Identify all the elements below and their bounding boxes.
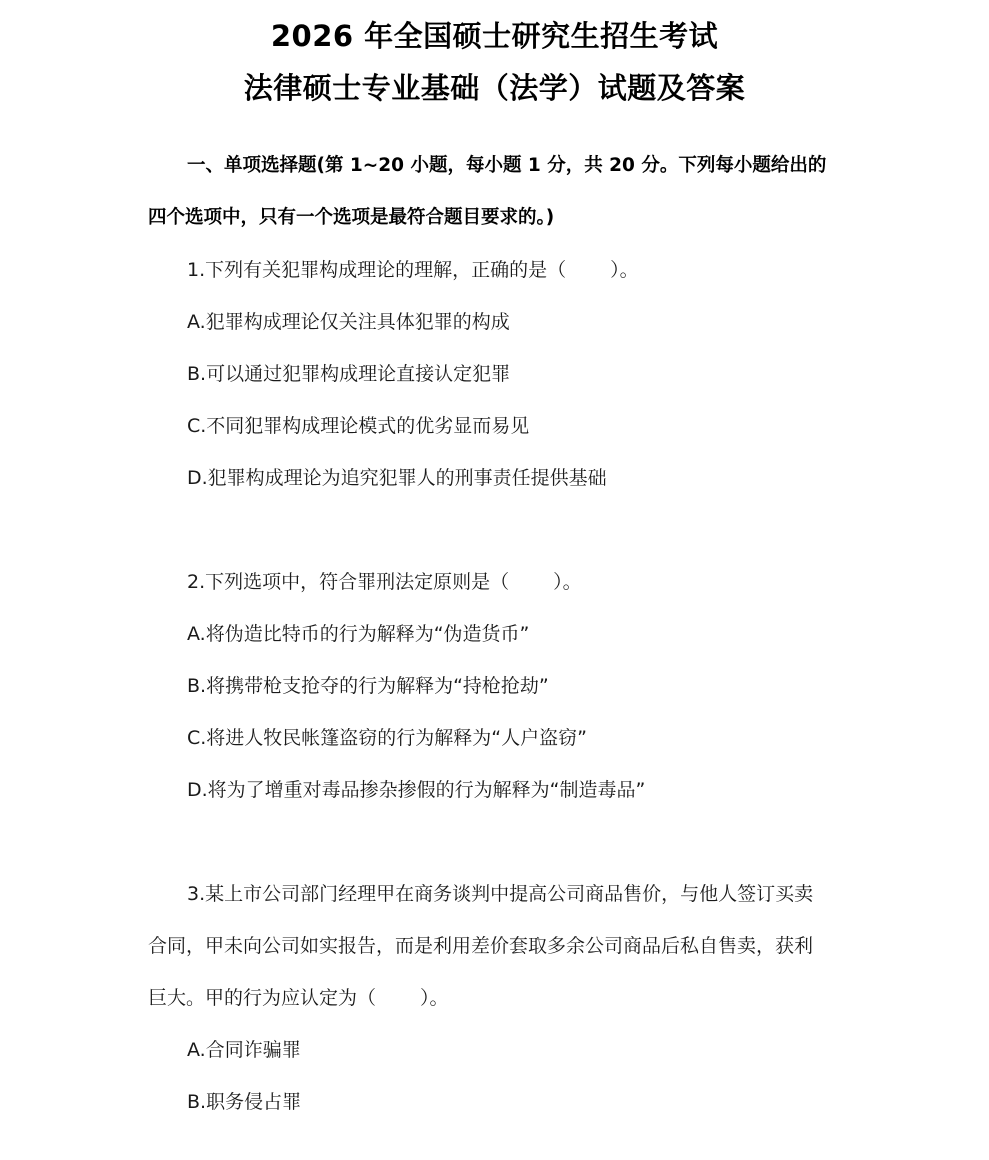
- document-title-line-2: 法律硕士专业基础（法学）试题及答案: [243, 71, 746, 105]
- section-heading-line-1: 一、单项选择题(第 1~20 小题，每小题 1 分，共 20 分。下列每小题给出的: [187, 155, 827, 176]
- question-1-stem-text: 1.下列有关犯罪构成理论的理解，正确的是（: [187, 259, 567, 281]
- question-2-option-a: A.将伪造比特币的行为解释为“伪造货币”: [187, 623, 530, 645]
- document-title-line-1: 2026 年全国硕士研究生招生考试: [270, 19, 719, 53]
- question-3-stem-line-2: 合同，甲未向公司如实报告，而是利用差价套取多余公司商品后私自售卖，获利: [148, 935, 814, 957]
- question-1-option-d: D.犯罪构成理论为追究犯罪人的刑事责任提供基础: [187, 467, 607, 489]
- question-2-stem-text: 2.下列选项中，符合罪刑法定原则是（: [187, 571, 510, 593]
- question-3-stem-line-3: [148, 986, 449, 1010]
- question-2-option-b: B.将携带枪支抢夺的行为解释为“持枪抢劫”: [187, 675, 549, 697]
- question-2-stem: [187, 570, 582, 594]
- question-1-stem-close: ）。: [610, 259, 639, 281]
- question-2-option-c: C.将进人牧民帐篷盗窃的行为解释为“人户盗窃”: [187, 727, 587, 749]
- question-1-option-a: A.犯罪构成理论仅关注具体犯罪的构成: [187, 311, 510, 333]
- question-3-stem-line-1: 3.某上市公司部门经理甲在商务谈判中提高公司商品售价，与他人签订买卖: [187, 883, 814, 905]
- question-3-stem-text: 巨大。甲的行为应认定为（: [148, 987, 377, 1009]
- question-2-option-d: D.将为了增重对毒品掺杂掺假的行为解释为“制造毒品”: [187, 779, 646, 801]
- question-1-option-c: C.不同犯罪构成理论模式的优劣显而易见: [187, 415, 530, 437]
- question-3-option-a: A.合同诈骗罪: [187, 1039, 301, 1061]
- question-1-stem: [187, 258, 639, 282]
- question-1-option-b: B.可以通过犯罪构成理论直接认定犯罪: [187, 363, 511, 385]
- section-heading-line-2: 四个选项中，只有一个选项是最符合题目要求的。): [148, 207, 555, 228]
- question-2-stem-close: ）。: [553, 571, 582, 593]
- question-3-stem-close: ）。: [420, 987, 449, 1009]
- question-3-option-b: B.职务侵占罪: [187, 1091, 302, 1113]
